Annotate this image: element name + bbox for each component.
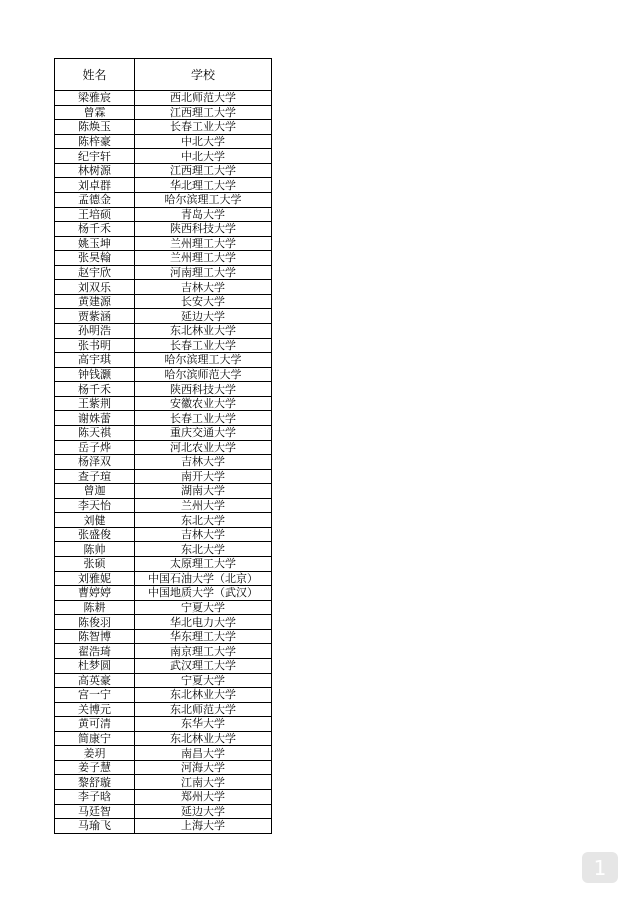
school-cell: 吉林大学 [135,280,272,295]
table-row [55,105,272,120]
name-cell: 曾霖 [55,105,135,120]
name-cell: 马廷智 [55,804,135,819]
table-row [55,294,272,309]
name-cell: 张盛俊 [55,527,135,542]
school-cell: 长春工业大学 [135,338,272,353]
table-row [55,746,272,761]
name-cell: 赵宇欣 [55,265,135,280]
school-cell: 中国地质大学（武汉） [135,586,272,601]
name-cell: 曾迦 [55,484,135,499]
school-cell: 延边大学 [135,309,272,324]
table-row [55,717,272,732]
school-cell: 兰州理工大学 [135,251,272,266]
school-cell: 中北大学 [135,134,272,149]
name-cell: 张昊翰 [55,251,135,266]
table-row [55,338,272,353]
name-cell: 陈天祺 [55,425,135,440]
table-row [55,396,272,411]
school-cell: 青岛大学 [135,207,272,222]
name-cell: 关博元 [55,702,135,717]
table-row [55,600,272,615]
table-row [55,163,272,178]
name-cell: 刘雅妮 [55,571,135,586]
school-cell: 兰州大学 [135,498,272,513]
table-row [55,775,272,790]
school-cell: 吉林大学 [135,455,272,470]
school-cell: 陕西科技大学 [135,382,272,397]
school-cell: 东北林业大学 [135,731,272,746]
name-cell: 岳子烨 [55,440,135,455]
name-cell: 简康宁 [55,731,135,746]
table-row [55,673,272,688]
table-row [55,120,272,135]
table-row [55,586,272,601]
name-cell: 纪宇轩 [55,149,135,164]
school-cell: 东北师范大学 [135,702,272,717]
school-cell: 哈尔滨理工大学 [135,353,272,368]
school-cell: 哈尔滨理工大学 [135,192,272,207]
name-cell: 张硕 [55,557,135,572]
table-row [55,760,272,775]
name-school-table [54,58,272,834]
name-cell: 陈焕玉 [55,120,135,135]
table-row [55,571,272,586]
table-row [55,280,272,295]
table-row [55,425,272,440]
table-body [55,91,272,834]
school-cell: 东华大学 [135,717,272,732]
school-cell: 河北农业大学 [135,440,272,455]
name-cell: 姚玉坤 [55,236,135,251]
school-cell: 江西理工大学 [135,163,272,178]
school-cell: 东北大学 [135,513,272,528]
name-cell: 陈梓豪 [55,134,135,149]
name-cell: 谢姝蕾 [55,411,135,426]
table-row [55,309,272,324]
name-cell: 宫一宁 [55,688,135,703]
name-cell: 高英豪 [55,673,135,688]
school-cell: 武汉理工大学 [135,658,272,673]
school-cell: 宁夏大学 [135,600,272,615]
name-cell: 林树源 [55,163,135,178]
table-row [55,615,272,630]
name-cell: 陈智博 [55,629,135,644]
table-row [55,134,272,149]
school-cell: 东北林业大学 [135,688,272,703]
school-cell: 南开大学 [135,469,272,484]
school-cell: 东北大学 [135,542,272,557]
name-cell: 查子瑄 [55,469,135,484]
table-row [55,149,272,164]
name-cell: 张书明 [55,338,135,353]
name-cell: 黄建源 [55,294,135,309]
table-row [55,367,272,382]
school-cell: 重庆交通大学 [135,425,272,440]
page-number-badge: 1 [582,852,618,883]
table-row [55,178,272,193]
name-cell: 高宇琪 [55,353,135,368]
name-cell: 贾紫涵 [55,309,135,324]
school-cell: 华北理工大学 [135,178,272,193]
school-cell: 湖南大学 [135,484,272,499]
table-row [55,469,272,484]
school-cell: 太原理工大学 [135,557,272,572]
table-row [55,542,272,557]
name-cell: 杨泽双 [55,455,135,470]
school-cell: 陕西科技大学 [135,222,272,237]
header-name: 姓名 [55,59,135,91]
header-school: 学校 [135,59,272,91]
name-cell: 曹婷婷 [55,586,135,601]
table-row [55,207,272,222]
name-cell: 姜玥 [55,746,135,761]
table-row [55,222,272,237]
school-cell: 延边大学 [135,804,272,819]
school-cell: 华东理工大学 [135,629,272,644]
name-cell: 杜梦圆 [55,658,135,673]
table-row [55,513,272,528]
school-cell: 河南理工大学 [135,265,272,280]
table-row [55,353,272,368]
table-row [55,644,272,659]
table-row [55,702,272,717]
name-cell: 孙明浩 [55,324,135,339]
school-cell: 兰州理工大学 [135,236,272,251]
name-cell: 李天怡 [55,498,135,513]
name-cell: 陈耕 [55,600,135,615]
name-cell: 孟德金 [55,192,135,207]
table-row [55,411,272,426]
school-cell: 东北林业大学 [135,324,272,339]
table-row [55,91,272,106]
school-cell: 南京理工大学 [135,644,272,659]
name-cell: 钟钱灏 [55,367,135,382]
name-cell: 陈俊羽 [55,615,135,630]
school-cell: 中北大学 [135,149,272,164]
table-row [55,455,272,470]
table-row [55,819,272,834]
table-row [55,658,272,673]
school-cell: 华北电力大学 [135,615,272,630]
school-cell: 宁夏大学 [135,673,272,688]
table-row [55,804,272,819]
table-row [55,498,272,513]
table-row [55,251,272,266]
school-cell: 中国石油大学（北京） [135,571,272,586]
table-row [55,790,272,805]
school-cell: 哈尔滨师范大学 [135,367,272,382]
name-cell: 王培硕 [55,207,135,222]
school-cell: 长安大学 [135,294,272,309]
school-cell: 南昌大学 [135,746,272,761]
name-cell: 刘健 [55,513,135,528]
name-cell: 黄可清 [55,717,135,732]
table-row [55,265,272,280]
table-row [55,440,272,455]
table-row [55,324,272,339]
school-cell: 西北师范大学 [135,91,272,106]
school-cell: 江西理工大学 [135,105,272,120]
school-cell: 郑州大学 [135,790,272,805]
school-cell: 江南大学 [135,775,272,790]
school-cell: 河海大学 [135,760,272,775]
school-cell: 吉林大学 [135,527,272,542]
school-cell: 长春工业大学 [135,411,272,426]
table-row [55,557,272,572]
name-cell: 杨千禾 [55,382,135,397]
name-cell: 姜子慧 [55,760,135,775]
name-cell: 黎舒璇 [55,775,135,790]
table-row [55,192,272,207]
name-cell: 马瑜飞 [55,819,135,834]
name-cell: 王紫荆 [55,396,135,411]
table-row [55,382,272,397]
table-row [55,688,272,703]
name-cell: 李子晗 [55,790,135,805]
name-cell: 陈帅 [55,542,135,557]
table-row [55,527,272,542]
school-cell: 长春工业大学 [135,120,272,135]
name-cell: 杨千禾 [55,222,135,237]
school-cell: 安徽农业大学 [135,396,272,411]
name-cell: 刘卓群 [55,178,135,193]
table-row [55,236,272,251]
name-cell: 梁雅宸 [55,91,135,106]
table-row [55,484,272,499]
school-cell: 上海大学 [135,819,272,834]
table-header-row [55,59,272,91]
name-cell: 翟浩琦 [55,644,135,659]
name-cell: 刘双乐 [55,280,135,295]
table-row [55,629,272,644]
table-row [55,731,272,746]
